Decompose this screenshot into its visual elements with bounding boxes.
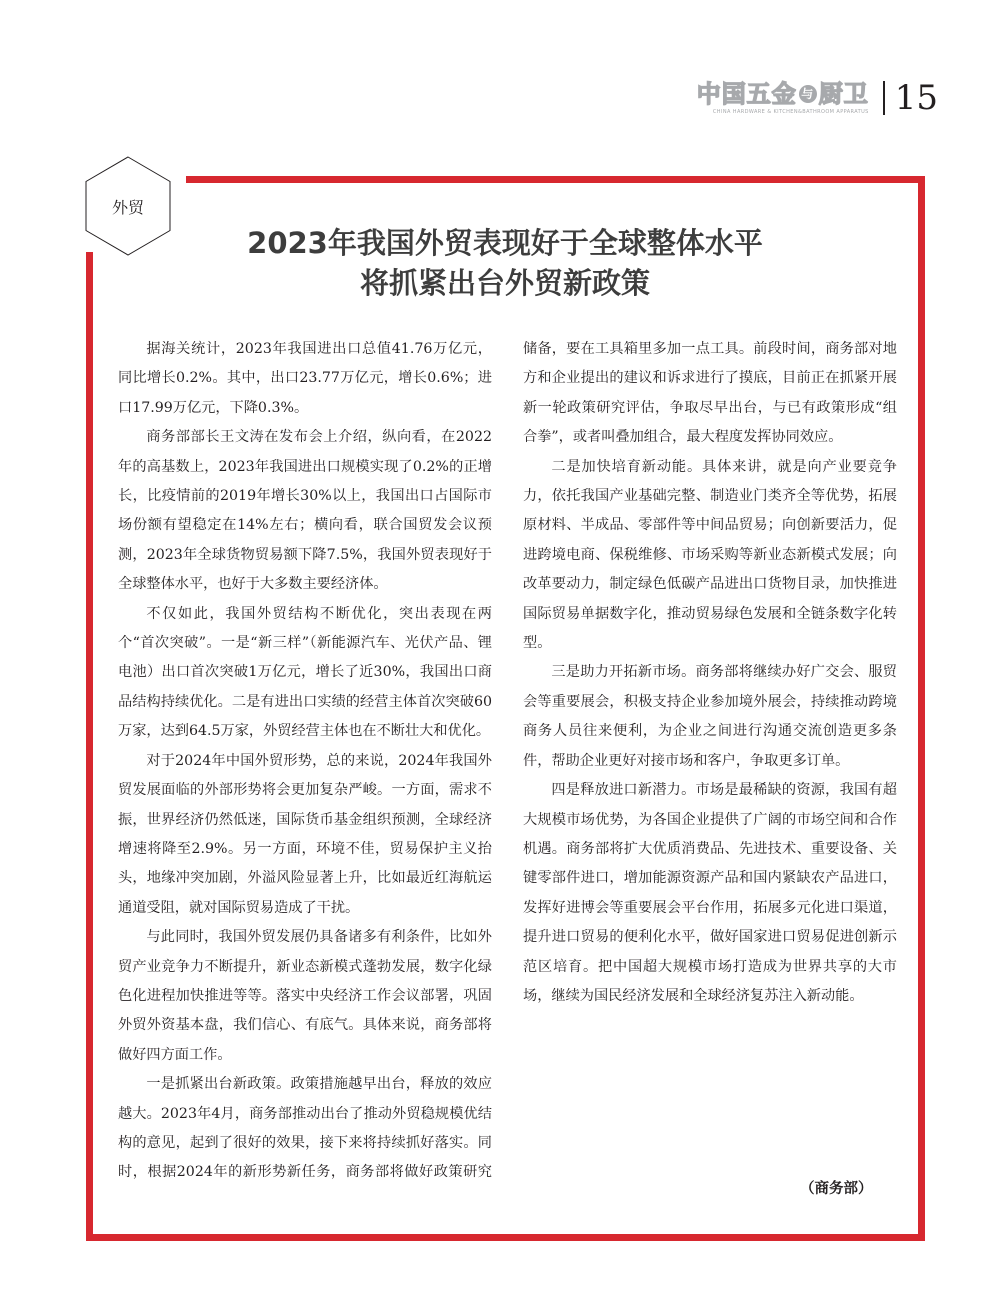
magazine-logo-part-1: 中国五金 (696, 80, 797, 108)
article-paragraph: 一是抓紧出台新政策。政策措施越早出台，释放的效应越大。2023年4月，商务部推动出台了推动外贸稳规模优结构的意见，起到了很好的效果，接下来将持续抓好落实。同时，根据2024年的新形势新任务，商务部将做好政策研究储备，要在工具箱里多加一点工具。前段时间，商务部对地方和企业提出的建议和诉求进行了摸底，目前正在抓紧开展新一轮政策研究评估，争取尽早出台，与已有政策形成“组合拳”，或者叫叠加组合，最大程度发挥协同效应。 (118, 341, 897, 1181)
article-title-line-1: 2023年我国外贸表现好于全球整体水平 (247, 226, 763, 260)
red-frame-top (186, 176, 925, 183)
article-paragraph: 与此同时，我国外贸发展仍具备诸多有利条件，比如外贸产业竞争力不断提升，新业态新模式蓬勃发展，数字化绿色化进程加快推进等等。落实中央经济工作会议部署，巩固外贸外资基本盘，我们信心、有底气。具体来说，商务部将做好四方面工作。 (118, 929, 492, 1063)
red-frame-bottom (86, 1234, 925, 1241)
header-divider (883, 81, 885, 115)
article-paragraph: 四是释放进口新潜力。市场是最稀缺的资源，我国有超大规模市场优势，为各国企业提供了广阔的市场空间和合作机遇。商务部将扩大优质消费品、先进技术、重要设备、关键零部件进口，增加能源资源产品和国内紧缺农产品进口，发挥好进博会等重要展会平台作用，拓展多元化进口渠道，提升进口贸易的便利化水平，做好国家进口贸易促进创新示范区培育。把中国超大规模市场打造成为世界共享的大市场，继续为国民经济发展和全球经济复苏注入新动能。 (523, 782, 897, 1004)
article-paragraph: 不仅如此，我国外贸结构不断优化，突出表现在两个“首次突破”。一是“新三样”（新能源汽车、光伏产品、锂电池）出口首次突破1万亿元，增长了近30%，我国出口商品结构持续优化。二是有进出口实绩的经营主体首次突破60万家，达到64.5万家，外贸经营主体也在不断壮大和优化。 (118, 605, 492, 740)
red-frame-left (86, 252, 93, 1241)
red-frame-right (918, 176, 925, 1241)
page-number: 15 (894, 78, 938, 118)
section-label: 外贸 (111, 197, 144, 217)
magazine-logo (697, 81, 869, 115)
magazine-logo-cn (697, 81, 869, 107)
article-paragraph: 三是助力开拓新市场。商务部将继续办好广交会、服贸会等重要展会，积极支持企业参加境外展会，持续推动跨境商务人员往来便利，为企业之间进行沟通交流创造更多条件，帮助企业更好对接市场和客户，争取更多订单。 (523, 664, 897, 769)
magazine-logo-en: CHINA HARDWARE & KITCHEN&BATHROOM APPARATUS (712, 109, 869, 115)
article-paragraph: 二是加快培育新动能。具体来讲，就是向产业要竞争力，依托我国产业基础完整、制造业门类齐全等优势，拓展原材料、半成品、零部件等中间品贸易；向创新要活力，促进跨境电商、保税维修、市场采购等新业态新模式发展；向改革要动力，制定绿色低碳产品进出口货物目录，加快推进国际贸易单据数字化，推动贸易绿色发展和全链条数字化转型。 (523, 458, 897, 652)
article-title-line-2: 将抓紧出台外贸新政策 (359, 266, 650, 300)
page-header (697, 78, 938, 118)
magazine-logo-part-2: 厨卫 (818, 80, 869, 108)
magazine-logo-amp: 与 (799, 85, 817, 103)
article-paragraph: 商务部部长王文涛在发布会上介绍，纵向看，在2022年的高基数上，2023年我国进出口规模实现了0.2%的正增长，比疫情前的2019年增长30%以上，我国出口占国际市场份额有望稳定在14%左右；横向看，联合国贸发会议预测，2023年全球货物贸易额下降7.5%，我国外贸表现好于全球整体水平，也好于大多数主要经济体。 (118, 429, 492, 593)
article-body (118, 335, 897, 1215)
article-paragraph: 对于2024年中国外贸形势，总的来说，2024年我国外贸发展面临的外部形势将会更加复杂严峻。一方面，需求不振，世界经济仍然低迷，国际货币基金组织预测，全球经济增速将降至2.9%。另一方面，环境不佳，贸易保护主义抬头，地缘冲突加剧，外溢风险显著上升，比如最近红海航运通道受阻，就对国际贸易造成了干扰。 (118, 752, 492, 916)
article-source: （商务部） (800, 1181, 873, 1197)
article-paragraph: 据海关统计，2023年我国进出口总值41.76万亿元，同比增长0.2%。其中，出口23.77万亿元，增长0.6%；进口17.99万亿元，下降0.3%。 (118, 341, 492, 416)
section-badge (85, 156, 171, 256)
